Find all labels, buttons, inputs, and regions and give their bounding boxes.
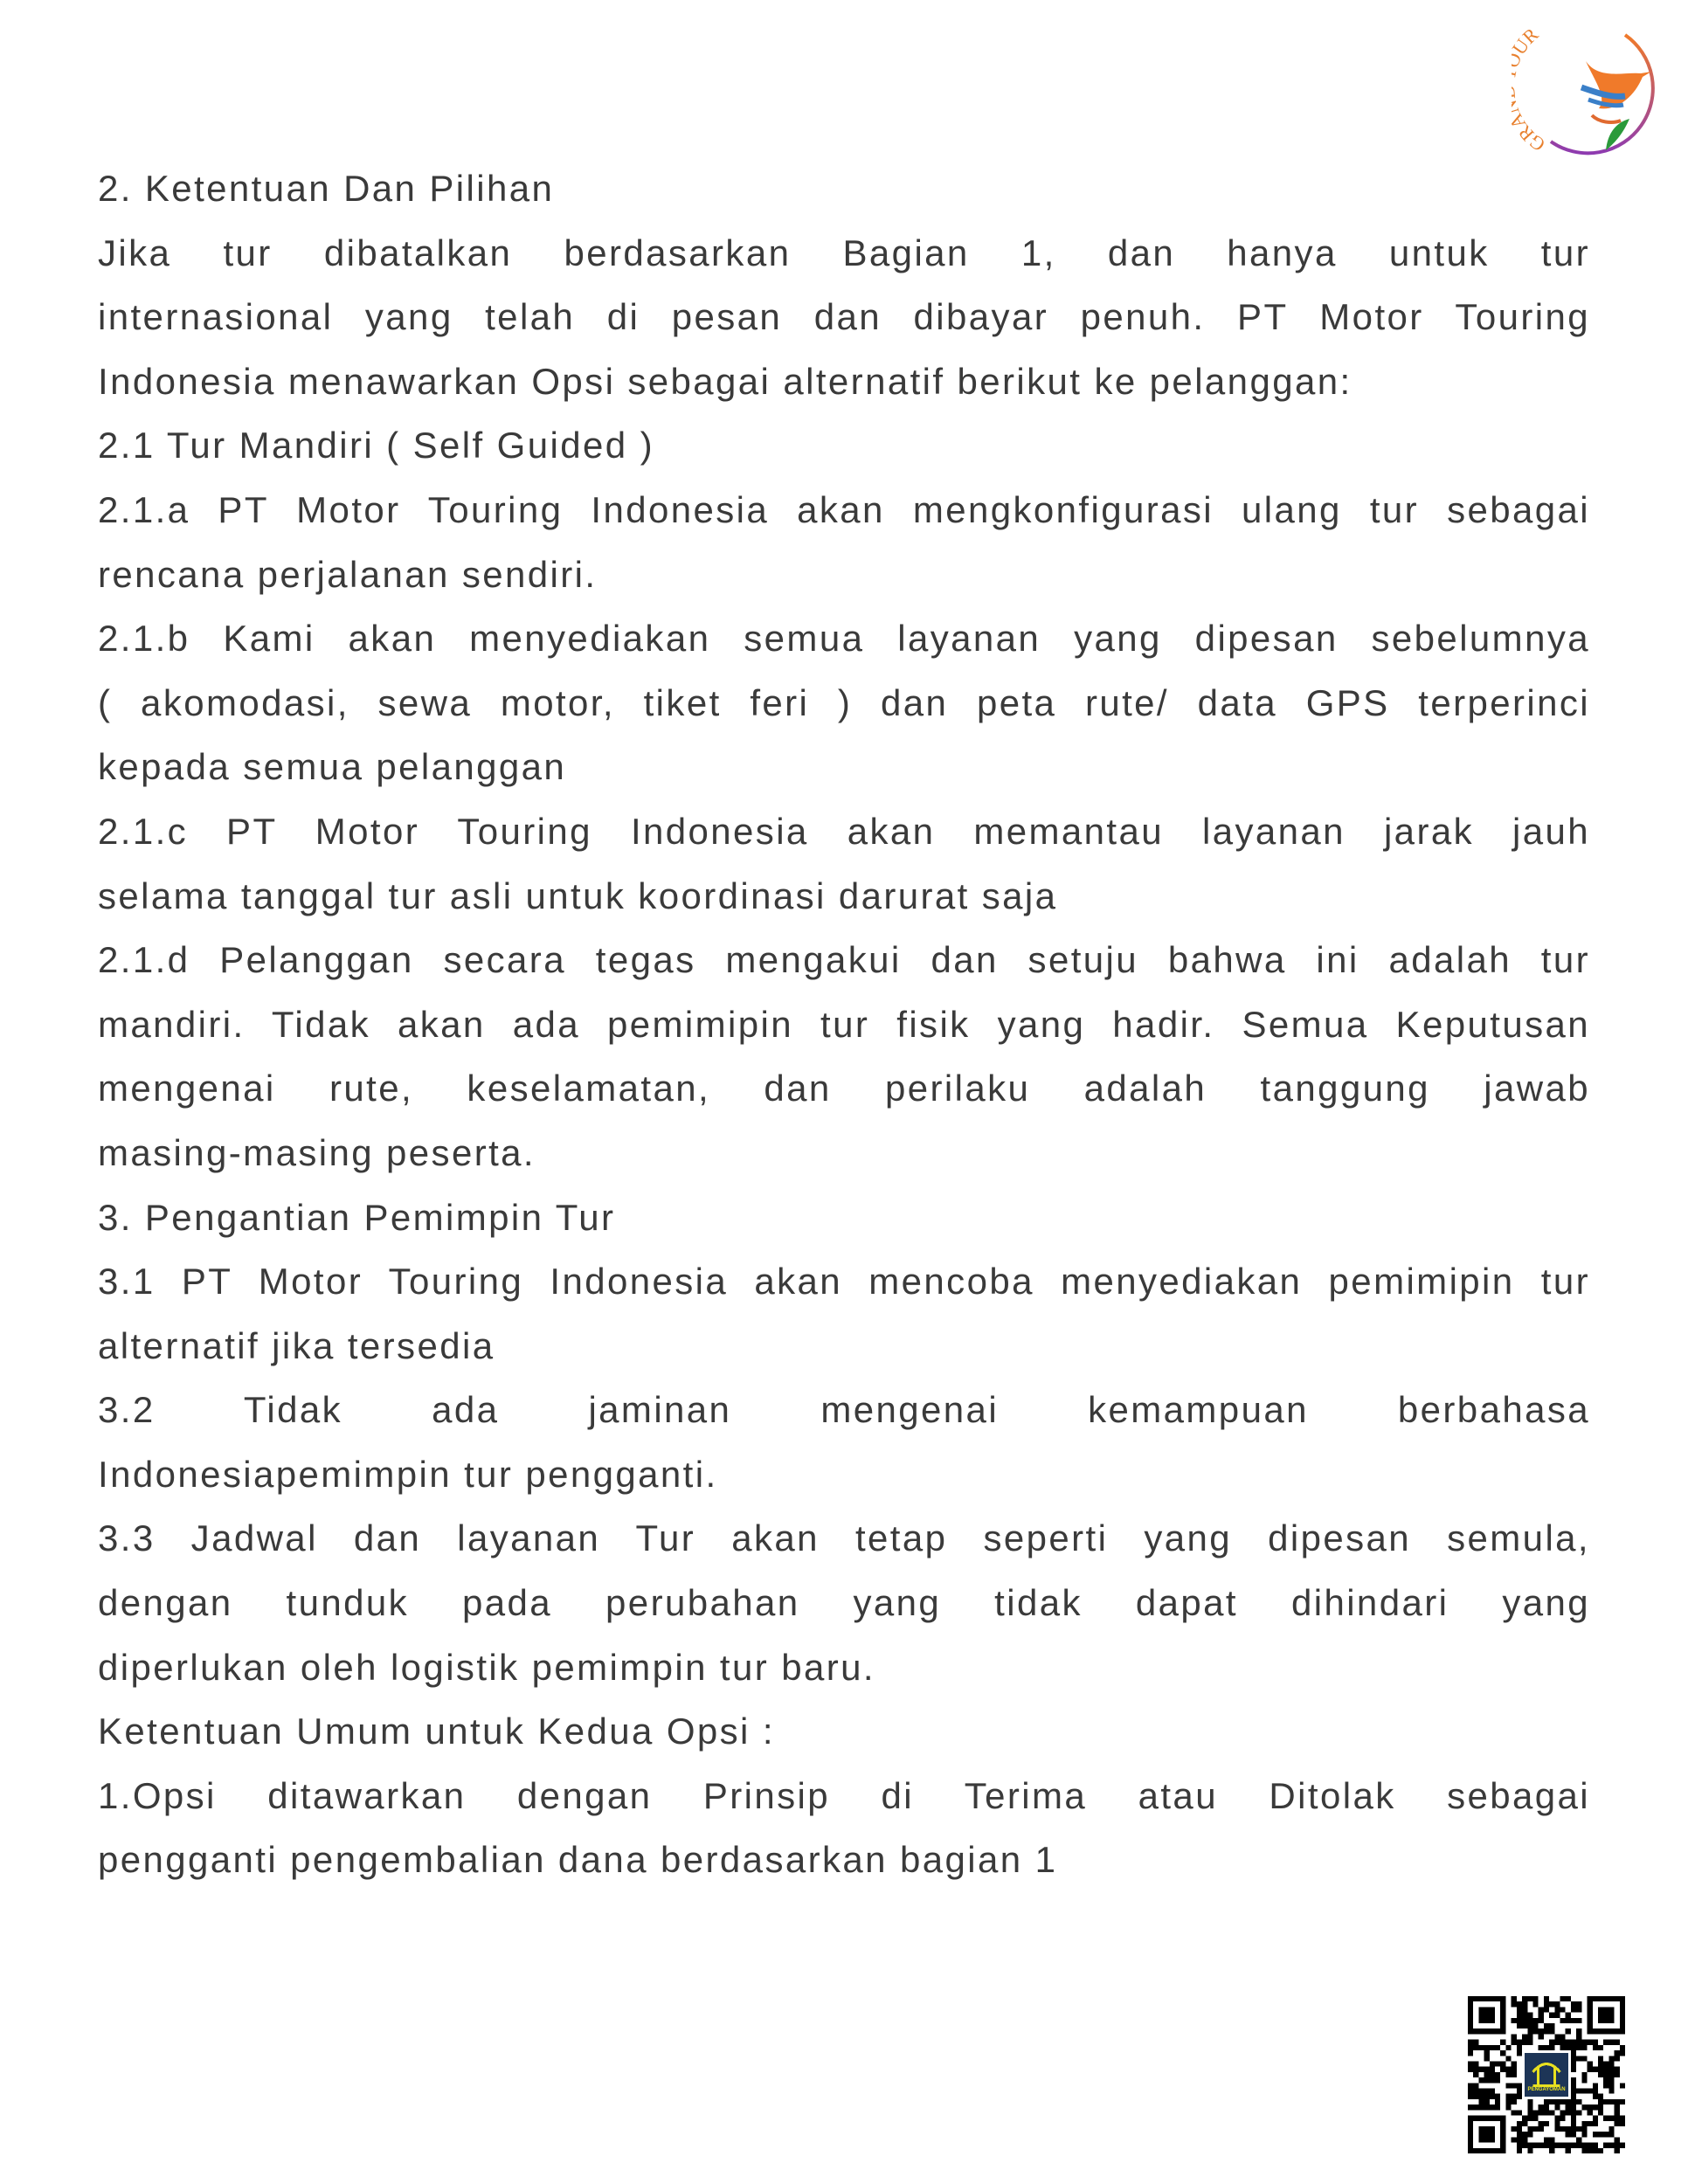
section-heading: 2. Ketentuan Dan Pilihan	[98, 168, 555, 209]
text-line: Indonesia menawarkan Opsi sebagai alternatif berikut ke pelanggan:	[98, 360, 1352, 402]
text-line: ( akomodasi, sewa motor, tiket feri ) dan peta rute/ data GPS terperinci	[98, 681, 1590, 723]
text-line: mengenai rute, keselamatan, dan perilaku adalah tanggung jawab	[98, 1068, 1590, 1109]
text-line: selama tanggal tur asli untuk koordinasi darurat saja	[98, 874, 1058, 916]
section-heading: 3. Pengantian Pemimpin Tur	[98, 1196, 616, 1238]
text-line: 3.1 PT Motor Touring Indonesia akan mencoba menyediakan pemimipin tur	[98, 1261, 1590, 1303]
qr-code	[1468, 1996, 1625, 2153]
text-line: internasional yang telah di pesan dan dibayar penuh. PT Motor Touring	[98, 296, 1590, 338]
text-line: Indonesiapemimpin tur pengganti.	[98, 1453, 718, 1495]
text-line: kepada semua pelanggan	[98, 746, 567, 788]
text-line: Jika tur dibatalkan berdasarkan Bagian 1, dan hanya untuk tur	[98, 232, 1590, 273]
subsection-heading: 2.1 Tur Mandiri ( Self Guided )	[98, 425, 654, 467]
text-line: masing-masing peserta.	[98, 1131, 536, 1173]
svg-text:GRAND TOUR: GR R	[1513, 23, 1549, 156]
text-line: 3.3 Jadwal dan layanan Tur akan tetap seperti yang dipesan semula,	[98, 1517, 1590, 1559]
qr-badge-label: PENGAYOMAN	[1527, 2087, 1566, 2092]
text-line: rencana perjalanan sendiri.	[98, 553, 598, 595]
text-line: 2.1.c PT Motor Touring Indonesia akan memantau layanan jarak jauh	[98, 810, 1590, 852]
text-line: alternatif jika tersedia	[98, 1324, 495, 1366]
grand-tour-logo	[1512, 10, 1678, 168]
section-heading: Ketentuan Umum untuk Kedua Opsi :	[98, 1711, 775, 1752]
document-body	[98, 156, 1590, 1892]
text-line: 2.1.a PT Motor Touring Indonesia akan mengkonfigurasi ulang tur sebagai	[98, 488, 1590, 530]
text-line: 1.Opsi ditawarkan dengan Prinsip di Terima atau Ditolak sebagai	[98, 1774, 1590, 1816]
text-line: 2.1.b Kami akan menyediakan semua layanan yang dipesan sebelumnya	[98, 618, 1590, 660]
text-line: diperlukan oleh logistik pemimpin tur baru.	[98, 1646, 875, 1688]
text-line: dengan tunduk pada perubahan yang tidak dapat dihindari yang	[98, 1582, 1590, 1624]
text-line: mandiri. Tidak akan ada pemimipin tur fisik yang hadir. Semua Keputusan	[98, 1003, 1590, 1045]
text-line: 2.1.d Pelanggan secara tegas mengakui dan setuju bahwa ini adalah tur	[98, 939, 1590, 981]
text-line: 3.2 Tidak ada jaminan mengenai kemampuan berbahasa	[98, 1389, 1590, 1431]
text-line: pengganti pengembalian dana berdasarkan bagian 1	[98, 1839, 1058, 1881]
